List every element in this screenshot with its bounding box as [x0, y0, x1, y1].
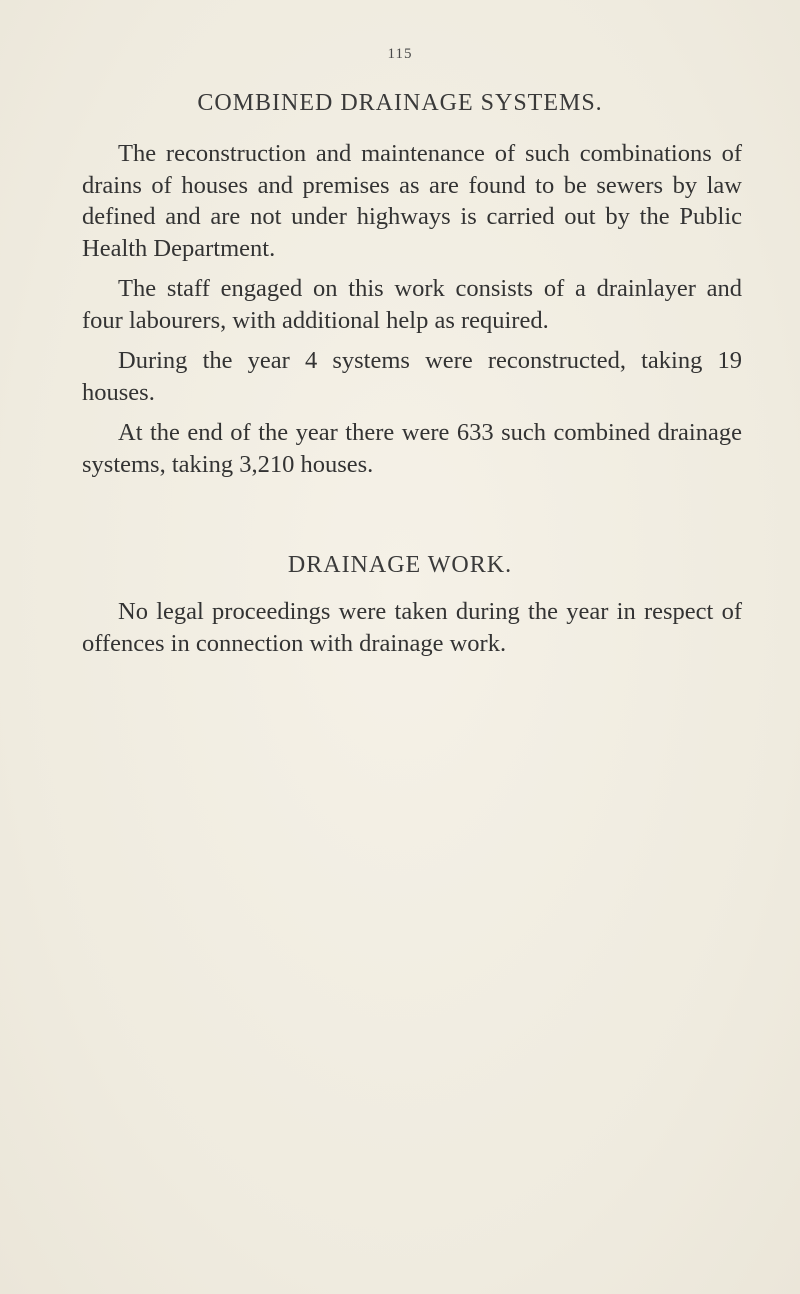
section-heading-combined-drainage: COMBINED DRAINAGE SYSTEMS. — [197, 90, 603, 116]
paragraph: The staff engaged on this work consists of a drainlayer and four labourers, with additional help as required. — [82, 275, 742, 334]
paragraph: No legal proceedings were taken during the year in respect of offences in connection with drainage work. — [82, 598, 742, 657]
page-number: 115 — [387, 46, 413, 62]
section-combined-drainage — [82, 138, 742, 489]
paragraph: The reconstruction and maintenance of such combinations of drains of houses and premises as are found to be sewers by law defined and are not under highways is carried out by the Public Health Department. — [82, 140, 742, 262]
paragraph: At the end of the year there were 633 such combined drainage systems, taking 3,210 houses. — [82, 419, 742, 478]
section-heading-drainage-work: DRAINAGE WORK. — [287, 552, 513, 578]
section-drainage-work — [82, 596, 742, 668]
paragraph: During the year 4 systems were reconstructed, taking 19 houses. — [82, 347, 742, 406]
